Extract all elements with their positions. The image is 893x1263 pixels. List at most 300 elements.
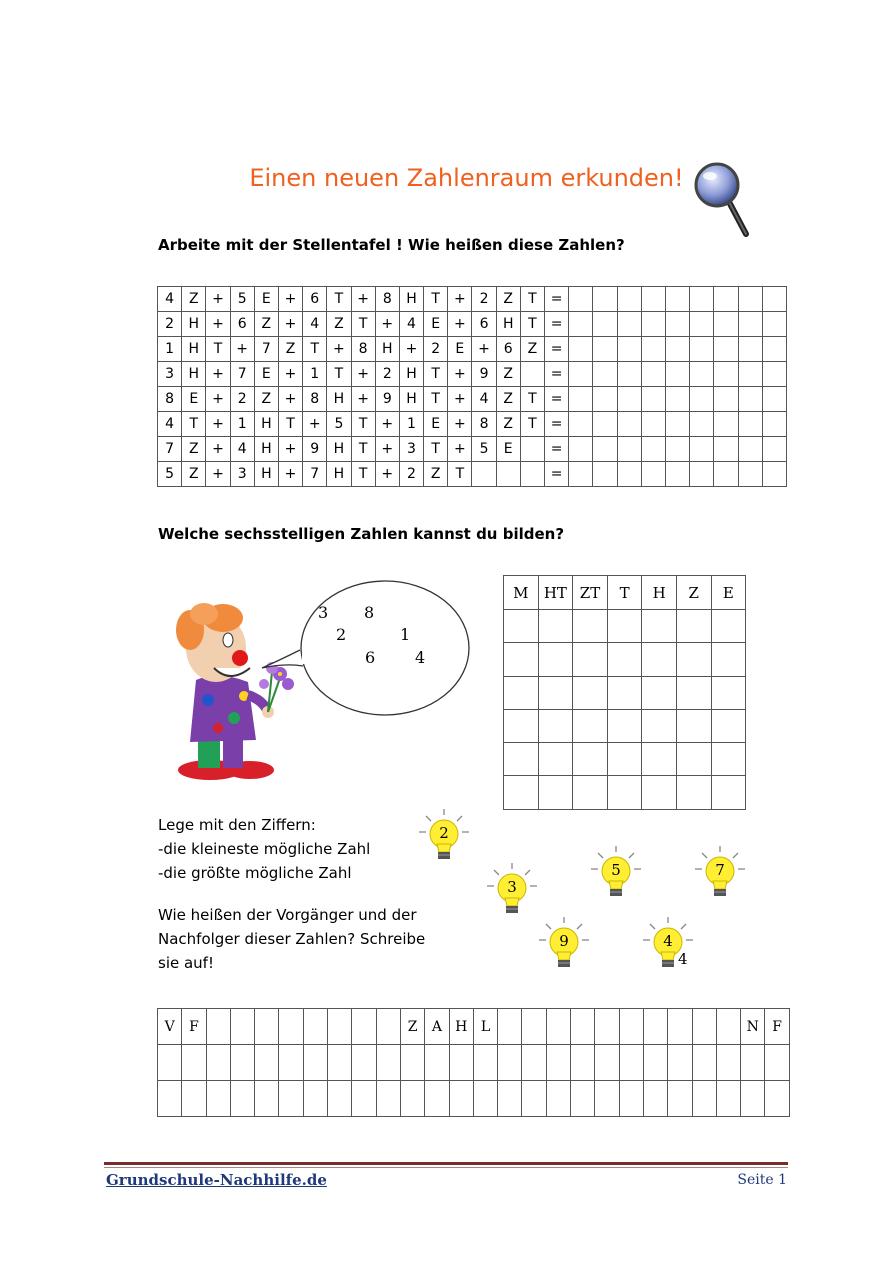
table-row xyxy=(158,437,787,462)
table-cell: H xyxy=(327,387,351,412)
answer-cell[interactable] xyxy=(607,709,642,742)
answer-cell[interactable] xyxy=(569,437,593,462)
answer-cell[interactable] xyxy=(643,1081,667,1117)
table-row xyxy=(158,462,787,487)
column-header: F xyxy=(765,1009,789,1045)
answer-cell[interactable] xyxy=(641,287,665,312)
answer-cell[interactable] xyxy=(668,1081,692,1117)
table-cell: 8 xyxy=(375,287,399,312)
answer-cell[interactable] xyxy=(714,287,738,312)
table-cell: 8 xyxy=(472,412,496,437)
answer-cell[interactable] xyxy=(376,1045,400,1081)
answer-cell[interactable] xyxy=(607,610,642,643)
answer-cell[interactable] xyxy=(328,1045,352,1081)
table-cell: E xyxy=(424,312,448,337)
column-header xyxy=(206,1009,230,1045)
table-row xyxy=(158,387,787,412)
answer-cell[interactable] xyxy=(504,643,539,676)
answer-cell[interactable] xyxy=(665,462,689,487)
table-cell: + xyxy=(351,287,375,312)
answer-cell[interactable] xyxy=(617,412,641,437)
place-value-table xyxy=(157,286,787,487)
answer-cell[interactable] xyxy=(593,437,617,462)
answer-cell[interactable] xyxy=(230,1081,254,1117)
table-cell: H xyxy=(327,437,351,462)
table-cell: + xyxy=(375,462,399,487)
table-cell: 3 xyxy=(230,462,254,487)
table-cell: + xyxy=(448,387,472,412)
table-cell: 1 xyxy=(230,412,254,437)
table-cell: H xyxy=(254,437,278,462)
answer-cell[interactable] xyxy=(690,312,714,337)
table-cell: + xyxy=(448,437,472,462)
answer-cell[interactable] xyxy=(762,312,786,337)
table-row xyxy=(504,610,746,643)
answer-cell[interactable] xyxy=(762,412,786,437)
table-cell: T xyxy=(424,287,448,312)
bubble-digit: 8 xyxy=(364,603,375,622)
answer-cell[interactable] xyxy=(607,743,642,776)
table-cell: 4 xyxy=(472,387,496,412)
answer-cell[interactable] xyxy=(449,1081,473,1117)
table-cell: + xyxy=(206,387,230,412)
column-header xyxy=(328,1009,352,1045)
answer-cell[interactable] xyxy=(762,437,786,462)
answer-cell[interactable] xyxy=(569,362,593,387)
answer-cell[interactable] xyxy=(641,362,665,387)
answer-cell[interactable] xyxy=(182,1081,206,1117)
answer-cell[interactable] xyxy=(538,610,573,643)
answer-cell[interactable] xyxy=(569,312,593,337)
answer-cell[interactable] xyxy=(665,337,689,362)
answer-cell[interactable] xyxy=(593,412,617,437)
answer-cell[interactable] xyxy=(504,776,539,809)
answer-cell[interactable] xyxy=(593,312,617,337)
answer-cell[interactable] xyxy=(762,362,786,387)
answer-cell[interactable] xyxy=(569,412,593,437)
answer-cell[interactable] xyxy=(593,387,617,412)
answer-cell[interactable] xyxy=(182,1045,206,1081)
column-header: M xyxy=(504,576,539,610)
answer-cell[interactable] xyxy=(765,1045,789,1081)
header-row xyxy=(158,1009,790,1045)
column-header xyxy=(546,1009,570,1045)
answer-cell[interactable] xyxy=(573,776,608,809)
magnifier-icon xyxy=(692,160,752,240)
footer-site-link[interactable]: Grundschule-Nachhilfe.de xyxy=(106,1171,327,1189)
answer-cell[interactable] xyxy=(711,610,746,643)
footer-page-number: Seite 1 xyxy=(737,1172,787,1188)
answer-cell[interactable] xyxy=(619,1045,643,1081)
answer-cell[interactable] xyxy=(741,1045,765,1081)
answer-cell[interactable] xyxy=(711,643,746,676)
instruction-line: -die größte mögliche Zahl xyxy=(158,864,352,882)
answer-cell[interactable] xyxy=(738,362,762,387)
answer-cell[interactable] xyxy=(643,1045,667,1081)
answer-cell[interactable] xyxy=(595,1081,619,1117)
table-cell: 6 xyxy=(303,287,327,312)
answer-cell[interactable] xyxy=(571,1045,595,1081)
table-cell: 8 xyxy=(158,387,182,412)
table-cell: 2 xyxy=(158,312,182,337)
answer-cell[interactable] xyxy=(676,676,711,709)
footer-divider-thin xyxy=(104,1167,788,1168)
table-cell: + xyxy=(448,312,472,337)
table-cell: 1 xyxy=(158,337,182,362)
answer-cell[interactable] xyxy=(522,1045,546,1081)
answer-cell[interactable] xyxy=(762,337,786,362)
answer-cell[interactable] xyxy=(738,412,762,437)
answer-cell[interactable] xyxy=(569,462,593,487)
answer-cell[interactable] xyxy=(328,1081,352,1117)
answer-cell[interactable] xyxy=(593,287,617,312)
answer-cell[interactable] xyxy=(619,1081,643,1117)
answer-cell[interactable] xyxy=(711,743,746,776)
table-cell: T xyxy=(327,362,351,387)
answer-cell[interactable] xyxy=(642,743,677,776)
table-cell: + xyxy=(278,387,302,412)
answer-cell[interactable] xyxy=(714,437,738,462)
column-header xyxy=(498,1009,522,1045)
table-cell: T xyxy=(424,362,448,387)
light-bulb-icon xyxy=(590,845,642,901)
table-cell: E xyxy=(496,437,520,462)
answer-cell[interactable] xyxy=(676,610,711,643)
table-cell: + xyxy=(278,312,302,337)
answer-cell[interactable] xyxy=(617,362,641,387)
answer-cell[interactable] xyxy=(676,643,711,676)
answer-cell[interactable] xyxy=(676,709,711,742)
answer-cell[interactable] xyxy=(738,437,762,462)
answer-cell[interactable] xyxy=(449,1045,473,1081)
answer-cell[interactable] xyxy=(538,709,573,742)
table-cell: H xyxy=(399,362,423,387)
table-cell: + xyxy=(230,337,254,362)
column-header: Z xyxy=(400,1009,424,1045)
answer-cell[interactable] xyxy=(538,743,573,776)
answer-cell[interactable] xyxy=(504,610,539,643)
column-header: H xyxy=(642,576,677,610)
answer-cell[interactable] xyxy=(504,709,539,742)
answer-cell[interactable] xyxy=(230,1045,254,1081)
table-cell: T xyxy=(351,462,375,487)
answer-cell[interactable] xyxy=(573,743,608,776)
answer-cell[interactable] xyxy=(573,643,608,676)
table-cell: + xyxy=(206,412,230,437)
answer-cell[interactable] xyxy=(546,1045,570,1081)
column-header: HT xyxy=(538,576,573,610)
answer-cell[interactable] xyxy=(738,387,762,412)
table-cell: 4 xyxy=(303,312,327,337)
table-cell: 7 xyxy=(158,437,182,462)
table-cell: 5 xyxy=(472,437,496,462)
table-cell: 2 xyxy=(399,462,423,487)
table-cell: 2 xyxy=(375,362,399,387)
bulb-extra-digit: 4 xyxy=(678,950,688,968)
table-cell: + xyxy=(278,362,302,387)
answer-cell[interactable] xyxy=(676,776,711,809)
table-cell: 2 xyxy=(424,337,448,362)
table-cell: T xyxy=(448,462,472,487)
answer-cell[interactable] xyxy=(642,676,677,709)
table-cell: T xyxy=(424,437,448,462)
instruction-line: -die kleineste mögliche Zahl xyxy=(158,840,371,858)
answer-cell[interactable] xyxy=(617,387,641,412)
answer-cell[interactable] xyxy=(711,676,746,709)
answer-cell[interactable] xyxy=(595,1045,619,1081)
table-row xyxy=(158,337,787,362)
answer-cell[interactable] xyxy=(473,1045,497,1081)
answer-cell[interactable] xyxy=(716,1081,740,1117)
answer-cell[interactable] xyxy=(665,387,689,412)
answer-cell[interactable] xyxy=(593,337,617,362)
table-cell: 1 xyxy=(399,412,423,437)
table-cell: + xyxy=(206,362,230,387)
table-cell: Z xyxy=(496,287,520,312)
answer-cell[interactable] xyxy=(690,337,714,362)
table-cell: 4 xyxy=(230,437,254,462)
answer-cell[interactable] xyxy=(641,462,665,487)
answer-cell[interactable] xyxy=(376,1081,400,1117)
answer-cell[interactable] xyxy=(738,337,762,362)
table-cell: = xyxy=(545,437,569,462)
answer-cell[interactable] xyxy=(762,387,786,412)
answer-cell[interactable] xyxy=(617,312,641,337)
answer-cell[interactable] xyxy=(765,1081,789,1117)
table-cell: = xyxy=(545,362,569,387)
table-cell: T xyxy=(424,387,448,412)
table-cell: Z xyxy=(496,387,520,412)
answer-cell[interactable] xyxy=(714,412,738,437)
answer-cell[interactable] xyxy=(690,462,714,487)
table-cell: + xyxy=(206,312,230,337)
table-row xyxy=(158,1081,790,1117)
table-cell: Z xyxy=(254,312,278,337)
answer-cell[interactable] xyxy=(714,312,738,337)
answer-cell[interactable] xyxy=(498,1045,522,1081)
column-header xyxy=(692,1009,716,1045)
answer-cell[interactable] xyxy=(593,462,617,487)
answer-cell[interactable] xyxy=(762,287,786,312)
table-cell: 4 xyxy=(158,287,182,312)
answer-cell[interactable] xyxy=(546,1081,570,1117)
table-row xyxy=(158,312,787,337)
answer-cell[interactable] xyxy=(641,437,665,462)
predecessor-successor-table xyxy=(157,1008,790,1117)
answer-cell[interactable] xyxy=(255,1081,279,1117)
instruction-line: Lege mit den Ziffern: xyxy=(158,816,316,834)
answer-cell[interactable] xyxy=(206,1081,230,1117)
answer-cell[interactable] xyxy=(538,676,573,709)
answer-cell[interactable] xyxy=(303,1081,327,1117)
answer-cell[interactable] xyxy=(158,1081,182,1117)
table-cell: + xyxy=(278,462,302,487)
table-cell: E xyxy=(254,362,278,387)
answer-cell[interactable] xyxy=(617,337,641,362)
table-cell: + xyxy=(351,362,375,387)
table-cell: 7 xyxy=(254,337,278,362)
answer-cell[interactable] xyxy=(642,776,677,809)
answer-cell[interactable] xyxy=(692,1045,716,1081)
header-row xyxy=(504,576,746,610)
answer-cell[interactable] xyxy=(571,1081,595,1117)
column-header: V xyxy=(158,1009,182,1045)
answer-cell[interactable] xyxy=(538,643,573,676)
answer-cell[interactable] xyxy=(641,387,665,412)
column-header xyxy=(352,1009,376,1045)
answer-cell[interactable] xyxy=(714,337,738,362)
answer-cell[interactable] xyxy=(665,312,689,337)
table-cell: Z xyxy=(520,337,544,362)
bulb-digit: 3 xyxy=(507,878,517,896)
table-row xyxy=(504,676,746,709)
answer-cell[interactable] xyxy=(711,776,746,809)
answer-cell[interactable] xyxy=(400,1081,424,1117)
answer-cell[interactable] xyxy=(607,676,642,709)
answer-cell[interactable] xyxy=(206,1045,230,1081)
answer-cell[interactable] xyxy=(738,462,762,487)
table-row xyxy=(158,1045,790,1081)
answer-cell[interactable] xyxy=(665,287,689,312)
answer-cell[interactable] xyxy=(425,1045,449,1081)
table-cell: 9 xyxy=(472,362,496,387)
answer-cell[interactable] xyxy=(741,1081,765,1117)
answer-cell[interactable] xyxy=(607,776,642,809)
table-row xyxy=(504,643,746,676)
answer-cell[interactable] xyxy=(617,437,641,462)
answer-cell[interactable] xyxy=(714,462,738,487)
section1-heading: Arbeite mit der Stellentafel ! Wie heißen diese Zahlen? xyxy=(158,236,625,254)
speech-bubble xyxy=(240,578,472,723)
answer-cell[interactable] xyxy=(738,287,762,312)
table-cell: + xyxy=(327,337,351,362)
table-cell: H xyxy=(496,312,520,337)
table-cell: Z xyxy=(182,287,206,312)
answer-cell[interactable] xyxy=(425,1081,449,1117)
answer-cell[interactable] xyxy=(762,462,786,487)
answer-cell[interactable] xyxy=(569,287,593,312)
page-title: Einen neuen Zahlenraum erkunden! xyxy=(249,164,684,192)
table-cell: T xyxy=(206,337,230,362)
column-header xyxy=(571,1009,595,1045)
table-cell: T xyxy=(520,412,544,437)
answer-cell[interactable] xyxy=(279,1081,303,1117)
answer-cell[interactable] xyxy=(668,1045,692,1081)
answer-cell[interactable] xyxy=(642,709,677,742)
answer-cell[interactable] xyxy=(641,337,665,362)
bulb-digit: 5 xyxy=(611,861,621,879)
answer-cell[interactable] xyxy=(593,362,617,387)
answer-cell[interactable] xyxy=(538,776,573,809)
answer-cell[interactable] xyxy=(569,337,593,362)
table-cell xyxy=(520,362,544,387)
table-cell: = xyxy=(545,412,569,437)
table-cell xyxy=(520,437,544,462)
answer-cell[interactable] xyxy=(617,462,641,487)
column-header xyxy=(619,1009,643,1045)
answer-cell[interactable] xyxy=(279,1045,303,1081)
column-header: A xyxy=(425,1009,449,1045)
answer-cell[interactable] xyxy=(352,1045,376,1081)
table-cell: 6 xyxy=(472,312,496,337)
place-value-chart xyxy=(503,575,746,810)
answer-cell[interactable] xyxy=(522,1081,546,1117)
answer-cell[interactable] xyxy=(473,1081,497,1117)
answer-cell[interactable] xyxy=(690,412,714,437)
question-line: Wie heißen der Vorgänger und der xyxy=(158,906,417,924)
table-cell: E xyxy=(424,412,448,437)
answer-cell[interactable] xyxy=(690,287,714,312)
answer-cell[interactable] xyxy=(607,643,642,676)
table-row xyxy=(504,776,746,809)
light-bulb-icon xyxy=(418,808,470,864)
answer-cell[interactable] xyxy=(303,1045,327,1081)
answer-cell[interactable] xyxy=(665,437,689,462)
answer-cell[interactable] xyxy=(665,412,689,437)
table-cell: Z xyxy=(424,462,448,487)
table-row xyxy=(158,287,787,312)
table-cell: + xyxy=(206,437,230,462)
column-header xyxy=(303,1009,327,1045)
answer-cell[interactable] xyxy=(504,743,539,776)
table-cell: 4 xyxy=(399,312,423,337)
table-row xyxy=(158,412,787,437)
answer-cell[interactable] xyxy=(573,709,608,742)
answer-cell[interactable] xyxy=(641,412,665,437)
answer-cell[interactable] xyxy=(617,287,641,312)
table-cell: 6 xyxy=(230,312,254,337)
answer-cell[interactable] xyxy=(676,743,711,776)
answer-cell[interactable] xyxy=(352,1081,376,1117)
answer-cell[interactable] xyxy=(690,362,714,387)
table-cell: + xyxy=(375,412,399,437)
answer-cell[interactable] xyxy=(690,387,714,412)
footer-divider xyxy=(104,1162,788,1165)
column-header xyxy=(522,1009,546,1045)
answer-cell[interactable] xyxy=(569,387,593,412)
column-header xyxy=(668,1009,692,1045)
answer-cell[interactable] xyxy=(504,676,539,709)
answer-cell[interactable] xyxy=(498,1081,522,1117)
column-header xyxy=(376,1009,400,1045)
table-cell: Z xyxy=(278,337,302,362)
table-cell: H xyxy=(254,412,278,437)
answer-cell[interactable] xyxy=(400,1045,424,1081)
table-cell: = xyxy=(545,337,569,362)
answer-cell[interactable] xyxy=(714,362,738,387)
question-line: Nachfolger dieser Zahlen? Schreibe xyxy=(158,930,426,948)
answer-cell[interactable] xyxy=(711,709,746,742)
answer-cell[interactable] xyxy=(573,610,608,643)
answer-cell[interactable] xyxy=(738,312,762,337)
answer-cell[interactable] xyxy=(665,362,689,387)
answer-cell[interactable] xyxy=(642,610,677,643)
answer-cell[interactable] xyxy=(255,1045,279,1081)
answer-cell[interactable] xyxy=(714,387,738,412)
answer-cell[interactable] xyxy=(690,437,714,462)
answer-cell[interactable] xyxy=(692,1081,716,1117)
answer-cell[interactable] xyxy=(716,1045,740,1081)
table-cell: 7 xyxy=(303,462,327,487)
answer-cell[interactable] xyxy=(158,1045,182,1081)
question-line: sie auf! xyxy=(158,954,214,972)
bubble-digit: 6 xyxy=(365,648,376,667)
table-cell xyxy=(496,462,520,487)
answer-cell[interactable] xyxy=(642,643,677,676)
table-cell: = xyxy=(545,462,569,487)
answer-cell[interactable] xyxy=(641,312,665,337)
answer-cell[interactable] xyxy=(573,676,608,709)
